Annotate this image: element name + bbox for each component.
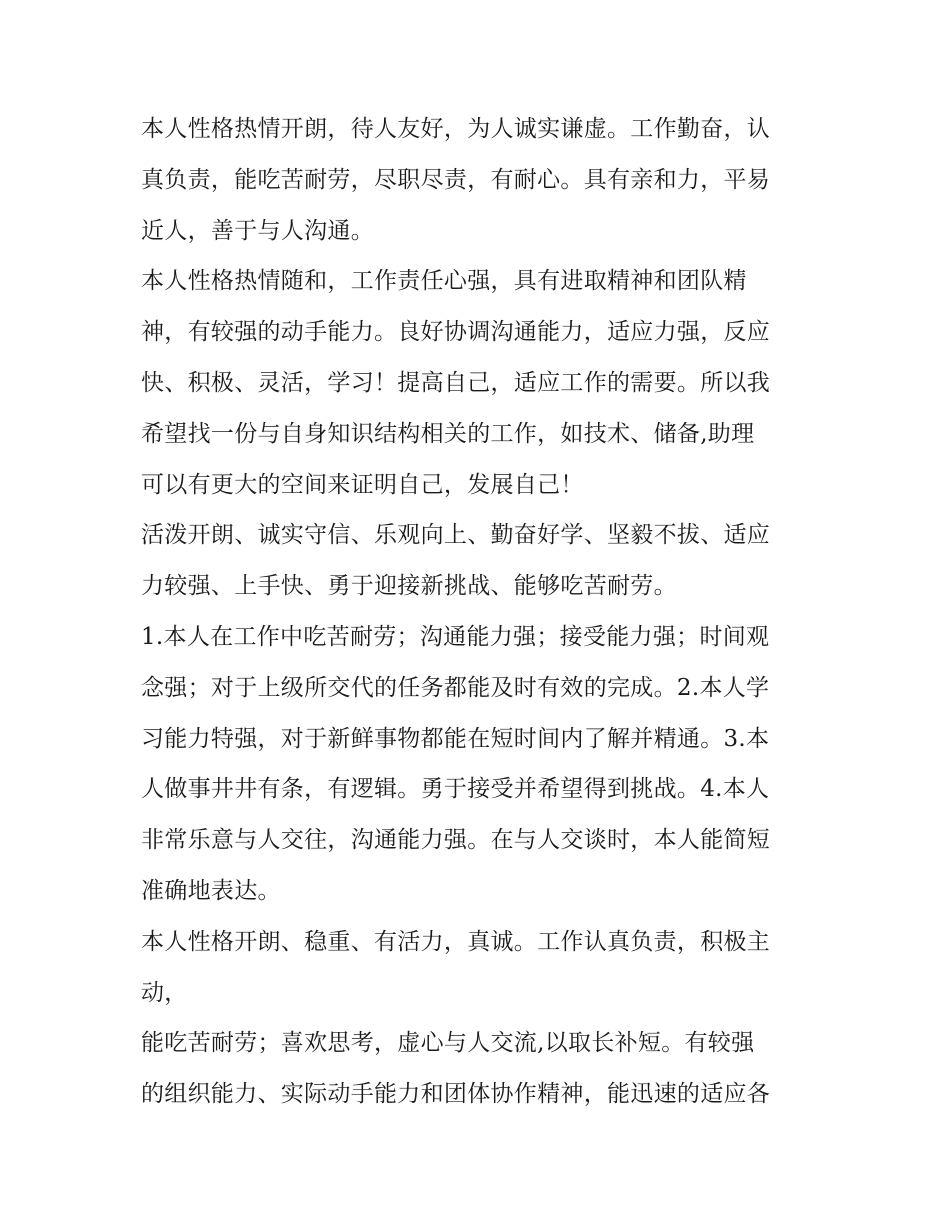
- text-line: 的组织能力、实际动手能力和团体协作精神，能迅速的适应各: [141, 1081, 771, 1108]
- text-line: 力较强、上手快、勇于迎接新挑战、能够吃苦耐劳。: [141, 573, 677, 600]
- text-line: 动，: [141, 979, 188, 1006]
- text-line: 活泼开朗、诚实守信、乐观向上、勤奋好学、坚毅不拔、适应: [141, 522, 771, 549]
- text-line: 本人性格开朗、稳重、有活力，真诚。工作认真负责，积极主: [141, 928, 771, 955]
- document-body: [141, 104, 821, 1120]
- text-line: 念强；对于上级所交代的任务都能及时有效的完成。2.本人学: [141, 674, 770, 701]
- text-line: 准确地表达。: [141, 877, 281, 904]
- text-line: 真负责，能吃苦耐劳，尽职尽责，有耐心。具有亲和力，平易: [141, 166, 771, 193]
- text-line: 可以有更大的空间来证明自己，发展自己！: [141, 471, 584, 498]
- text-line: 近人，善于与人沟通。: [141, 217, 374, 244]
- text-line: 1.本人在工作中吃苦耐劳；沟通能力强；接受能力强；时间观: [141, 623, 770, 650]
- text-line: 人做事井井有条，有逻辑。勇于接受并希望得到挑战。4.本人: [141, 776, 770, 803]
- text-line: 能吃苦耐劳；喜欢思考，虚心与人交流,以取长补短。有较强: [141, 1030, 755, 1057]
- text-line: 本人性格热情开朗，待人友好，为人诚实谦虚。工作勤奋，认: [141, 116, 771, 142]
- text-line: 希望找一份与自身知识结构相关的工作，如技术、储备,助理: [141, 420, 755, 447]
- text-line: 快、积极、灵活，学习！提高自己，适应工作的需要。所以我: [141, 369, 771, 396]
- text-line: 神，有较强的动手能力。良好协调沟通能力，适应力强，反应: [141, 319, 771, 346]
- text-line: 非常乐意与人交往，沟通能力强。在与人交谈时，本人能简短: [141, 827, 771, 854]
- text-line: 本人性格热情随和，工作责任心强，具有进取精神和团队精: [141, 268, 747, 295]
- text-line: 习能力特强，对于新鲜事物都能在短时间内了解并精通。3.本: [141, 725, 770, 752]
